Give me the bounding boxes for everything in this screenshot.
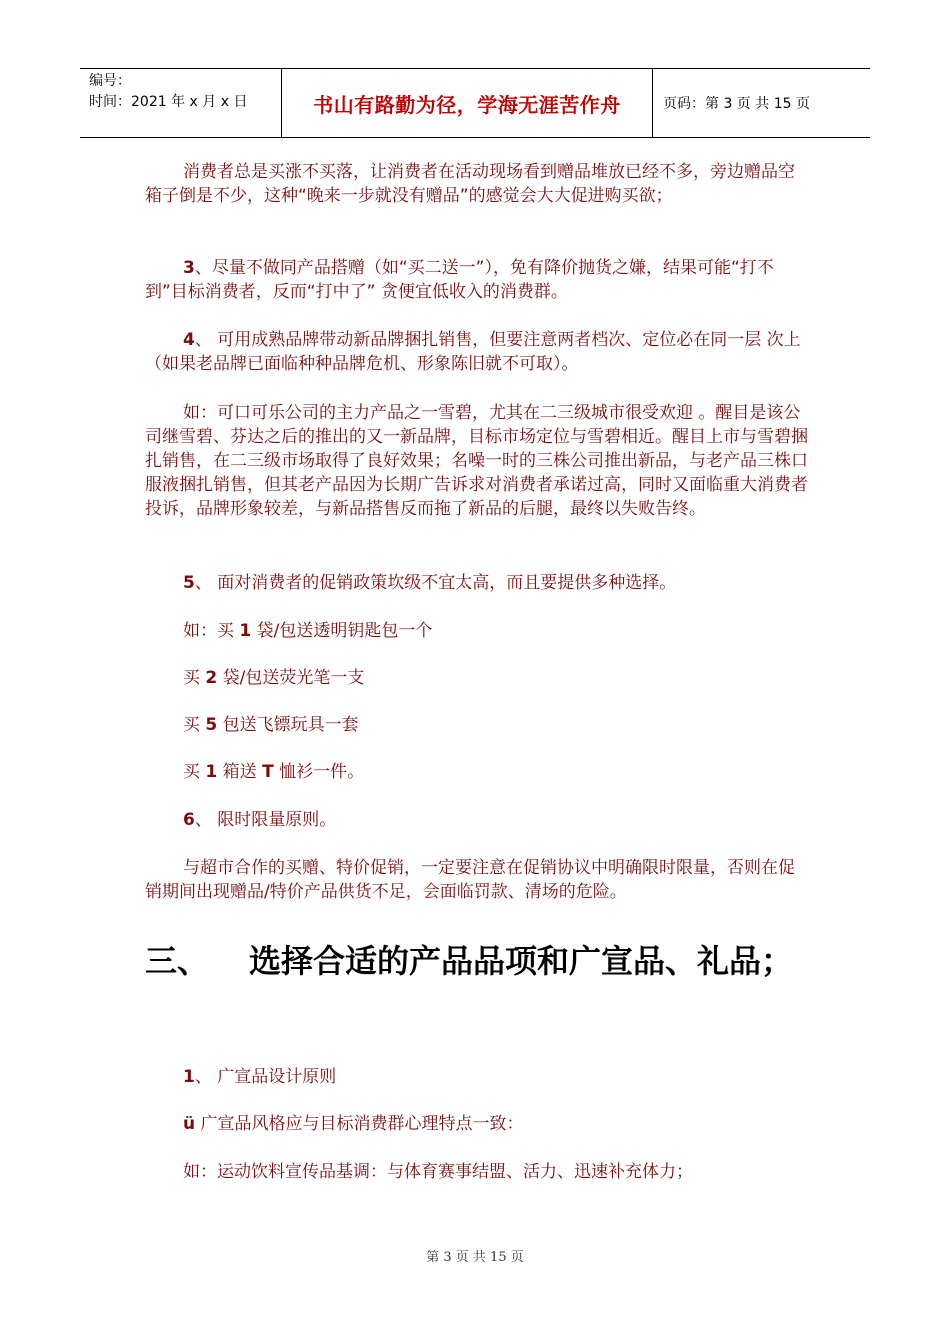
item-4-text: 、 可用成熟品牌带动新品牌捆扎销售，但要注意两者档次、定位必在同一层 次上（如果老品牌已面临种种品牌危机、形象陈旧就不可取）。 — [145, 330, 801, 374]
bullet-icon: ü — [183, 1114, 196, 1134]
item-3-text: 、尽量不做同产品搭赠（如“买二送一”），免有降价抛货之嫌，结果可能“打不到”目标消费者，反而“打中了” 贪便宜低收入的消费群。 — [145, 258, 774, 302]
paragraph-time-limit: 与超市合作的买赠、特价促销，一定要注意在促销协议中明确限时限量，否则在促销期间出现赠品/特价产品供货不足，会面临罚款、清场的危险。 — [145, 858, 795, 902]
example-sports-drink: 如：运动饮料宣传品基调：与体育赛事结盟、活力、迅速补充体力； — [183, 1162, 693, 1182]
section-title: 选择合适的产品品项和广宣品、礼品； — [249, 942, 794, 980]
list-item-b — [183, 666, 364, 690]
item-6-number: 6 — [183, 810, 195, 830]
header-meta-cell — [80, 69, 281, 137]
header-table — [80, 68, 870, 138]
list-item-d-post: 恤衫一件。 — [273, 762, 365, 782]
list-item-c-num: 5 — [205, 715, 218, 735]
list-item-d-num: 1 — [205, 762, 218, 782]
time-label: 时间：2021 年 x 月 x 日 — [89, 94, 248, 110]
list-item-a-num: 1 — [239, 621, 252, 641]
list-item-d — [183, 760, 364, 784]
subsection-1 — [183, 1065, 336, 1089]
list-item-a-pre: 如：买 — [183, 621, 240, 641]
item-3 — [145, 256, 810, 304]
item-6 — [183, 808, 336, 832]
list-item-c-pre: 买 — [183, 715, 206, 735]
list-item-b-pre: 买 — [183, 668, 206, 688]
list-item-a — [183, 619, 432, 643]
item-3-number: 3 — [183, 258, 195, 278]
bullet-text: 广宣品风格应与目标消费群心理特点一致： — [195, 1114, 524, 1134]
subsection-1-number: 1 — [183, 1067, 195, 1087]
bullet-item — [183, 1112, 524, 1136]
paragraph-consumer-psychology: 消费者总是买涨不买落，让消费者在活动现场看到赠品堆放已经不多，旁边赠品空箱子倒是不少，这种“晚来一步就没有赠品”的感觉会大大促进购买欲； — [145, 162, 795, 206]
item-4-number: 4 — [183, 330, 195, 350]
item-5-text: 、 面对消费者的促销政策坎级不宜太高，而且要提供多种选择。 — [194, 573, 677, 593]
page-info: 页码：第 3 页 共 15 页 — [663, 96, 810, 112]
list-item-d-t: T — [262, 762, 274, 782]
list-item-a-post: 袋/包送透明钥匙包一个 — [251, 621, 433, 641]
list-item-b-num: 2 — [205, 668, 218, 688]
item-6-text: 、 限时限量原则。 — [194, 810, 337, 830]
list-item-b-post: 袋/包送荧光笔一支 — [217, 668, 365, 688]
motto: 书山有路勤为径，学海无涯苦作舟 — [281, 69, 653, 137]
list-item-d-mid: 箱送 — [217, 762, 263, 782]
page-footer: 第 3 页 共 15 页 — [426, 1250, 524, 1265]
section-number: 三、 — [145, 942, 210, 980]
subsection-1-text: 、 广宣品设计原则 — [194, 1067, 337, 1087]
item-4 — [145, 328, 810, 376]
paragraph-example-sprite: 如：可口可乐公司的主力产品之一雪碧，尤其在二三级城市很受欢迎 。醒目是该公司继雪碧、芬达之后的推出的又一新品牌，目标市场定位与雪碧相近。醒目上市与雪碧捆扎销售，在二三级市场取得了良好效果；名噪一时的三株公司推出新品，与老产品三株口服液捆扎销售，但其老产品因为长期广告诉求对消费者承诺过高，同时又面临重大消费者投诉，品牌形象较差，与新品搭售反而拖了新品的后腿，最终以失败告终。 — [145, 403, 808, 519]
number-label: 编号： — [89, 73, 131, 89]
item-5-number: 5 — [183, 573, 195, 593]
section-heading — [145, 940, 793, 982]
list-item-d-pre: 买 — [183, 762, 206, 782]
item-5 — [183, 571, 676, 595]
list-item-c — [183, 713, 359, 737]
list-item-c-post: 包送飞镖玩具一套 — [217, 715, 359, 735]
